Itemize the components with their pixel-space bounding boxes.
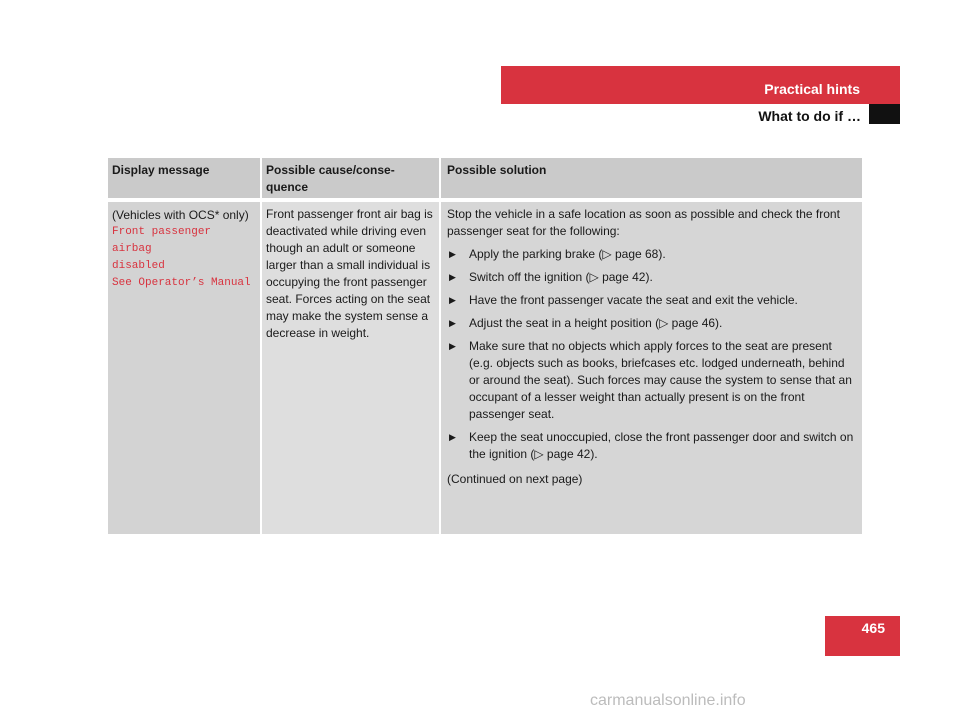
solution-step-text: Keep the seat unoccupied, close the front passenger door and switch on the ignition (▷ page 42). xyxy=(469,430,854,461)
triangle-bullet-icon: ▶ xyxy=(449,272,456,282)
triangle-bullet-icon: ▶ xyxy=(449,249,456,259)
table-row xyxy=(108,198,862,534)
solution-step-text: Have the front passenger vacate the seat and exit the vehicle. xyxy=(469,293,798,307)
page-number-box xyxy=(825,616,900,656)
page-number: 465 xyxy=(861,620,885,636)
header-marker-block xyxy=(869,104,900,124)
solution-step-text: Switch off the ignition (▷ page 42). xyxy=(469,270,653,284)
solution-cell xyxy=(439,202,862,534)
triangle-bullet-icon: ▶ xyxy=(449,432,456,442)
solution-step-text: Apply the parking brake (▷ page 68). xyxy=(469,247,666,261)
triangle-bullet-icon: ▶ xyxy=(449,295,456,305)
message-table xyxy=(108,158,862,534)
solution-step-text: Adjust the seat in a height position (▷ page 46). xyxy=(469,316,723,330)
section-title: Practical hints xyxy=(764,81,860,97)
solution-step xyxy=(447,338,856,423)
cause-cell xyxy=(260,202,439,534)
solution-step xyxy=(447,269,856,286)
solution-lead: Stop the vehicle in a safe location as soon as possible and check the front passenger seat for the following: xyxy=(447,207,840,238)
subsection-title: What to do if … xyxy=(758,108,861,124)
cause-text: Front passenger front air bag is deactivated while driving even though an adult or someone larger than a small individual is occupying the front passenger seat. Forces acting on the seat may make the system sense a decrease in weight. xyxy=(266,207,433,340)
display-message-line-3: See Operator’s Manual xyxy=(112,277,251,289)
column-header-possible-cause: Possible cause/conse- quence xyxy=(260,158,439,198)
solution-step xyxy=(447,292,856,309)
solution-step-text: Make sure that no objects which apply forces to the seat are present (e.g. objects such as books, briefcases etc. lodged underneath, behind or around the seat). Such forces may cause the system to sense that an occupant of a lesser weight than actually present is on the front passenger seat. xyxy=(469,339,852,421)
triangle-bullet-icon: ▶ xyxy=(449,318,456,328)
display-message-intro: (Vehicles with OCS* only) xyxy=(112,208,249,222)
table-header-row xyxy=(108,158,862,198)
watermark: carmanualsonline.info xyxy=(590,692,746,709)
header-band xyxy=(501,66,900,104)
display-message-cell xyxy=(108,202,260,534)
solution-step xyxy=(447,429,856,463)
display-message-line-1: Front passenger airbag xyxy=(112,226,212,255)
triangle-bullet-icon: ▶ xyxy=(449,341,456,351)
display-message-line-2: disabled xyxy=(112,260,165,272)
solution-step xyxy=(447,315,856,332)
column-header-display-message: Display message xyxy=(112,163,210,177)
solution-step xyxy=(447,246,856,263)
continued-note: (Continued on next page) xyxy=(447,472,583,486)
column-header-possible-solution: Possible solution xyxy=(439,158,862,198)
